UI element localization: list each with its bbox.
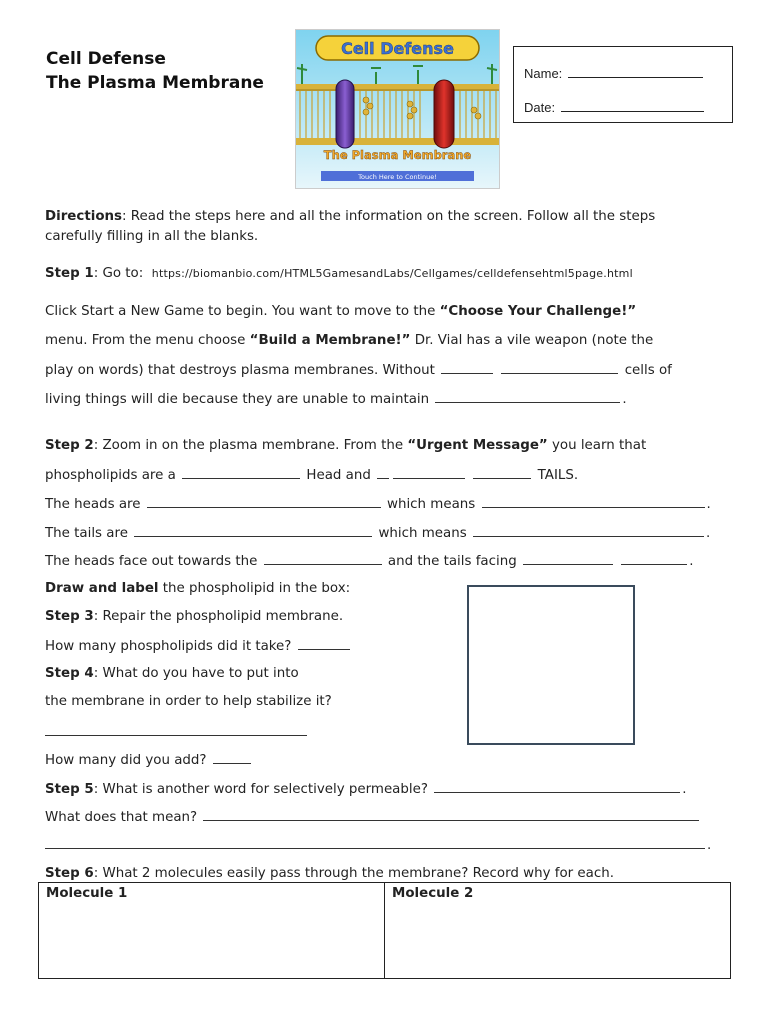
answer-blank[interactable] [264,552,382,565]
step4-label: Step 4 [45,666,94,681]
directions-text-2: carefully filling in all the blanks. [45,229,259,244]
answer-blank[interactable] [45,723,307,736]
step1-line [45,266,633,282]
step3-label: Step 3 [45,609,94,624]
answer-blank[interactable] [523,552,613,565]
step4-line-1 [45,666,299,682]
step5-text: . [707,838,712,853]
answer-blank[interactable] [393,466,465,479]
step5-line-2 [45,808,701,826]
game-subtitle-text: The Plasma Membrane [323,148,472,162]
answer-blank[interactable] [473,524,704,537]
worksheet-subtitle: The Plasma Membrane [46,73,264,93]
answer-blank[interactable] [434,780,680,793]
molecule-1-header: Molecule 1 [46,886,128,901]
answer-blank[interactable] [473,466,531,479]
answer-blank[interactable] [377,466,389,479]
directions-text-1: : Read the steps here and all the information on the screen. Follow all the steps [122,209,656,224]
answer-blank[interactable] [435,390,620,403]
para1-text: . [622,392,627,407]
step5-question: What does that mean? [45,810,198,825]
game-continue-text: Touch Here to Continue! [358,173,437,181]
para1-line-3 [45,361,672,379]
step4-question: How many did you add? [45,753,207,768]
step3-text: : Repair the phospholipid membrane. [93,609,344,624]
step5-text: : What is another word for selectively permeable? [93,782,428,797]
step2-line-5 [45,552,694,570]
step2-line-4 [45,524,710,542]
step2-text: The heads face out towards the [45,554,258,569]
molecule-2-cell[interactable] [384,883,730,978]
step2-text: which means [378,526,467,541]
step6-line [45,866,614,882]
name-label: Name: [524,66,563,81]
step2-line-2 [45,466,578,484]
para1-text: play on words) that destroys plasma membranes. Without [45,363,435,378]
step2-text: phospholipids are a [45,468,176,483]
directions-label: Directions [45,209,123,224]
phospholipid-drawing-box[interactable] [467,585,635,745]
directions-line-1 [45,209,655,225]
step3-line-2 [45,637,352,655]
step4-line-3 [45,723,309,741]
name-date-box [513,46,733,123]
urgent-message-text: “Urgent Message” [407,438,548,453]
choose-challenge-text: “Choose Your Challenge!” [439,304,637,319]
step2-text: . [705,526,711,541]
worksheet-title: Cell Defense [46,49,166,69]
step2-text: . [689,554,694,569]
answer-blank[interactable] [134,524,372,537]
step2-text: which means [387,497,476,512]
step2-text: : Zoom in on the plasma membrane. From the [93,438,408,453]
step2-text: . [706,497,711,512]
para1-line-1 [45,304,636,320]
draw-label: Draw and label [45,581,159,596]
para1-text: Dr. Vial has a vile weapon (note the [410,333,654,348]
answer-blank[interactable] [182,466,300,479]
step5-label: Step 5 [45,782,94,797]
step1-label: Step 1 [45,266,94,281]
step4-text: the membrane in order to help stabilize it? [45,694,332,709]
step6-text: : What 2 molecules easily pass through the membrane? Record why for each. [93,866,614,881]
para1-text: Click Start a New Game to begin. You want to move to the [45,304,440,319]
draw-instruction [45,581,350,597]
step5-line-1 [45,780,687,798]
step1-url[interactable]: https://biomanbio.com/HTML5GamesandLabs/Cellgames/celldefensehtml5page.html [151,267,633,280]
date-blank[interactable] [561,100,704,112]
step2-text: you learn that [547,438,647,453]
step3-question: How many phospholipids did it take? [45,639,292,654]
directions-line-2 [45,229,258,245]
step5-text: . [682,782,687,797]
answer-blank[interactable] [441,361,493,374]
step3-line-1 [45,609,343,625]
date-label: Date: [524,100,556,115]
step2-label: Step 2 [45,438,94,453]
para1-line-2 [45,333,653,349]
molecule-table [38,882,731,979]
step5-line-3 [45,836,711,854]
para1-text: cells of [624,363,672,378]
answer-blank[interactable] [147,495,381,508]
step2-line-1 [45,438,646,454]
draw-text: the phospholipid in the box: [158,581,351,596]
answer-blank[interactable] [213,751,251,764]
answer-blank[interactable] [621,552,687,565]
answer-blank[interactable] [203,808,699,821]
step4-line-2 [45,694,332,710]
name-blank[interactable] [568,66,703,78]
step2-text: Head and [306,468,371,483]
answer-blank[interactable] [45,836,705,849]
answer-blank[interactable] [501,361,618,374]
para1-text: living things will die because they are unable to maintain [45,392,430,407]
para1-line-4 [45,390,627,408]
molecule-1-cell[interactable] [39,883,384,978]
step4-line-4 [45,751,253,769]
step2-text: The tails are [45,526,128,541]
step4-text: : What do you have to put into [93,666,299,681]
step2-line-3 [45,495,711,513]
step2-text: TAILS. [537,468,579,483]
build-membrane-text: “Build a Membrane!” [249,333,411,348]
step1-text: : Go to: [93,266,144,281]
cell-defense-game-image [295,29,500,189]
step2-text: The heads are [45,497,141,512]
step2-text: and the tails facing [387,554,517,569]
step6-label: Step 6 [45,866,94,881]
para1-text: menu. From the menu choose [45,333,250,348]
game-title-text: Cell Defense [341,39,454,58]
molecule-2-header: Molecule 2 [392,886,474,901]
answer-blank[interactable] [298,637,350,650]
answer-blank[interactable] [482,495,705,508]
